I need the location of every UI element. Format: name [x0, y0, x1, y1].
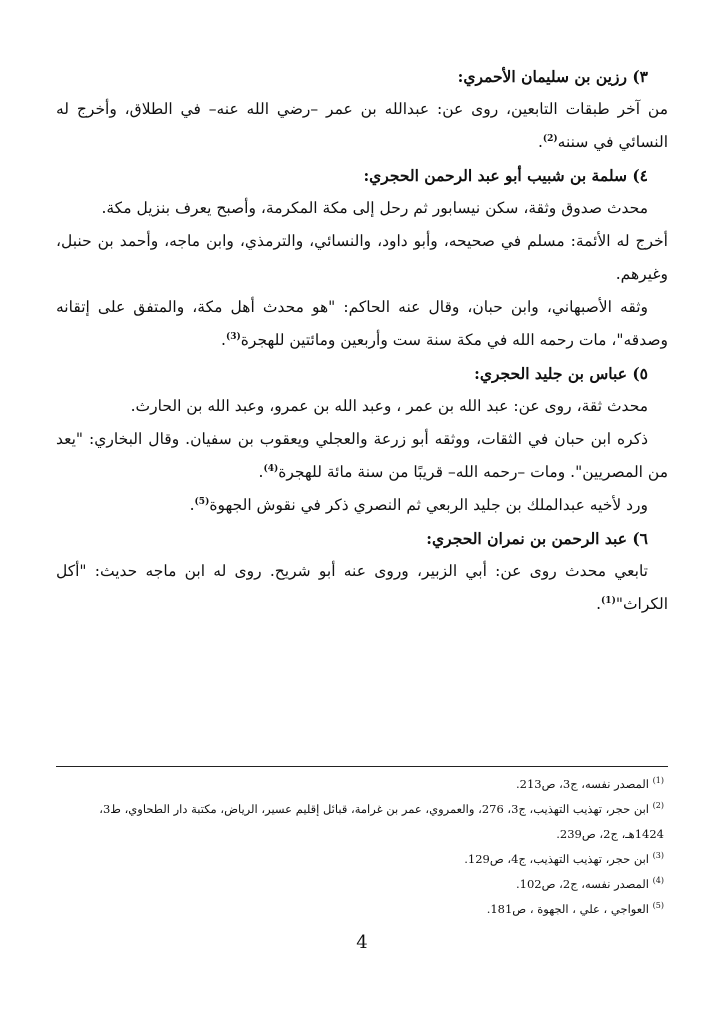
- footnote-number: (4): [652, 876, 664, 886]
- footnote-item: $^{(4)}$ المصدر نفسه، ج2، ص102.: [515, 876, 664, 891]
- section-heading: ٥) عباس بن جليد الحجري:: [474, 364, 648, 383]
- paragraph: محدث ثقة، روى عن: عبد الله بن عمر ، وعبد الله بن عمرو، وعبد الله بن الحارث.: [130, 397, 648, 415]
- footnote-ref[interactable]: (4): [263, 463, 279, 474]
- footnote-item: $^{(1)}$ المصدر نفسه، ج3، ص213.: [515, 776, 664, 791]
- paragraph: وثقه الأصبهاني، وابن حبان، وقال عنه الحاكم: "هو محدث أهل مكة، والمتفق على إتقانه وصدقه"، مات رحمه الله في مكة سنة ست وأربعين ومائتين للهجرة$^{(3)}$.: [56, 298, 668, 349]
- section-heading: ٦) عبد الرحمن بن نمران الحجري:: [426, 529, 648, 548]
- footnote-item: $^{(5)}$ العواجي ، علي ، الجهوة ، ص181.: [486, 901, 664, 916]
- footnote-ref[interactable]: (3): [225, 331, 241, 342]
- paragraph: ذكره ابن حبان في الثقات، ووثقه أبو زرعة والعجلي ويعقوب بن سفيان. وقال البخاري: "يعد من المصريين". ومات –رحمه الله– قريبًا من سنة مائة للهجرة$^{(4)}$.: [56, 430, 668, 481]
- page-number: 4: [356, 932, 368, 953]
- section-heading: ٤) سلمة بن شبيب أبو عبد الرحمن الحجري:: [363, 166, 648, 185]
- footnote-number: (1): [652, 776, 664, 786]
- footnote-ref[interactable]: (2): [542, 133, 558, 144]
- footnote-number: (2): [652, 801, 664, 811]
- footnote-item: $^{(3)}$ ابن حجر، تهذيب التهذيب، ج4، ص129.: [464, 851, 664, 866]
- footnote-number: (5): [652, 901, 664, 911]
- section-heading: ٣) رزين بن سليمان الأحمري:: [457, 67, 648, 86]
- footnote-divider: [56, 766, 668, 767]
- footnote-ref[interactable]: (5): [194, 496, 210, 507]
- footnotes: [56, 772, 668, 922]
- footnote-ref[interactable]: (1): [601, 595, 616, 606]
- footnote-number: (3): [652, 851, 664, 861]
- main-text: [56, 60, 668, 621]
- paragraph: أخرج له الأئمة: مسلم في صحيحه، وأبو داود، والنسائي، والترمذي، وابن ماجه، وأحمد بن حنبل، وغيرهم.: [56, 232, 668, 283]
- paragraph: تابعي محدث روى عن: أبي الزبير، وروى عنه أبو شريح. روى له ابن ماجه حديث: "أكل الكراث"$^{(1)}$.: [56, 562, 668, 613]
- paragraph: ورد لأخيه عبدالملك بن جليد الربعي ثم النصري ذكر في نقوش الجهوة$^{(5)}$.: [189, 496, 648, 514]
- footnote-item: $^{(2)}$ ابن حجر، تهذيب التهذيب، ج3، 276، والعمروي، عمر بن غرامة، قبائل إقليم عسير، الرياض، مكتبة دار الطحاوي، ط3، 1424هـ، ج2، ص239.: [99, 801, 664, 841]
- paragraph: محدث صدوق وثقة، سكن نيسابور ثم رحل إلى مكة المكرمة، وأصبح يعرف بنزيل مكة.: [101, 199, 648, 217]
- paragraph: من آخر طبقات التابعين، روى عن: عبدالله بن عمر –رضي الله عنه– في الطلاق، وأخرج له النسائي في سننه$^{(2)}$.: [56, 100, 668, 151]
